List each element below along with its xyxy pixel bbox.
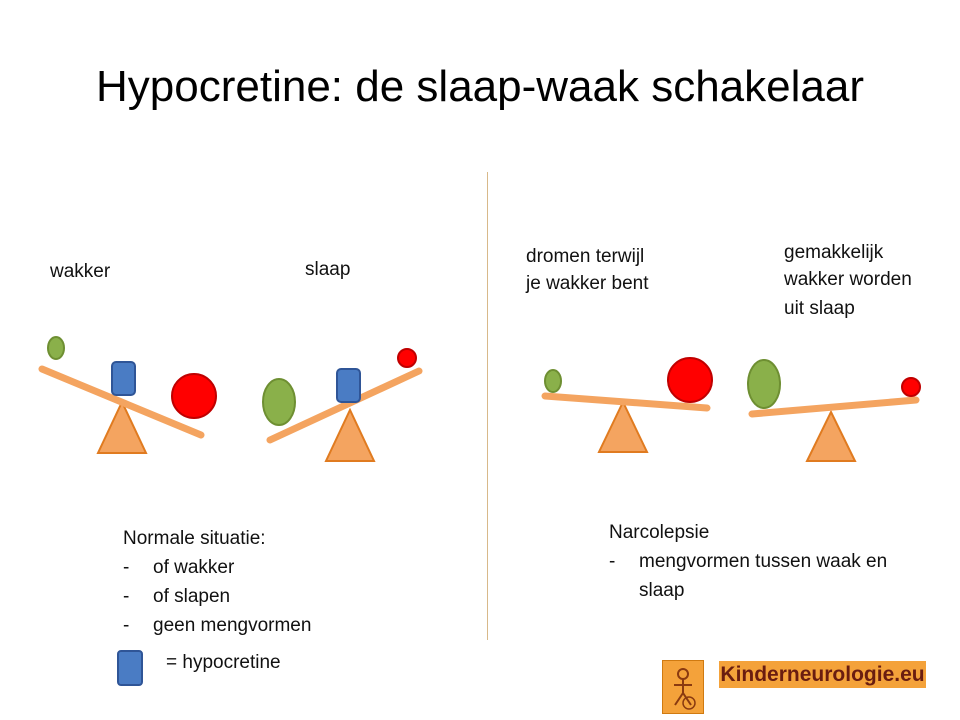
seesaw-dromen xyxy=(545,358,712,452)
sleep-ball-small xyxy=(398,349,416,367)
brand-label: Kinderneurologie.eu xyxy=(720,663,925,686)
normal-heading: Normale situatie: xyxy=(123,528,266,549)
seesaw-wakker xyxy=(42,337,216,453)
narcolepsy-block xyxy=(609,518,887,605)
page-title: Hypocretine: de slaap-waak schakelaar xyxy=(96,62,864,111)
bullet-dash: - xyxy=(123,615,130,636)
normal-item-slapen: of slapen xyxy=(153,586,231,607)
label-dromen-line1: dromen terwijl xyxy=(526,246,645,267)
bullet-dash: - xyxy=(123,557,130,578)
sleep-ball-large xyxy=(668,358,712,402)
bullet-dash: - xyxy=(123,586,130,607)
label-gemak-line1: gemakkelijk xyxy=(784,242,884,263)
narcolepsy-heading: Narcolepsie xyxy=(609,522,710,543)
label-gemak-line2: wakker worden xyxy=(784,269,912,290)
wake-ball-large xyxy=(748,360,780,408)
list-item-continuation xyxy=(609,576,887,605)
sleep-ball-small xyxy=(902,378,920,396)
kinderneurologie-logo-icon xyxy=(662,660,704,714)
narcolepsy-item-line1: mengvormen tussen waak en xyxy=(639,551,888,572)
seesaw-slaap xyxy=(263,349,419,461)
bullet-dash: - xyxy=(609,551,616,572)
label-wakker: wakker xyxy=(50,261,111,282)
fulcrum xyxy=(807,412,855,461)
normal-situation-block xyxy=(123,524,311,640)
list-item xyxy=(123,553,311,582)
narcolepsy-item-line2: slaap xyxy=(639,580,685,601)
fulcrum xyxy=(599,402,647,452)
wake-ball-small xyxy=(545,370,561,392)
label-dromen-line2: je wakker bent xyxy=(526,273,649,294)
hypocretin-legend-swatch xyxy=(117,650,143,686)
legend-text: = hypocretine xyxy=(166,652,281,673)
label-gemak-line3: uit slaap xyxy=(784,298,855,319)
hypocretin-block xyxy=(337,369,360,402)
hypocretin-block xyxy=(112,362,135,395)
beam xyxy=(752,400,916,414)
wake-ball-large xyxy=(263,379,295,425)
normal-item-mengvormen: geen mengvormen xyxy=(153,615,312,636)
wake-ball-small xyxy=(48,337,64,359)
list-item xyxy=(123,611,311,640)
seesaw-gemakkelijk xyxy=(748,360,920,461)
label-slaap: slaap xyxy=(305,259,351,280)
fulcrum xyxy=(326,410,374,461)
list-item xyxy=(123,582,311,611)
list-item xyxy=(609,547,887,576)
sleep-ball-large xyxy=(172,374,216,418)
normal-item-wakker: of wakker xyxy=(153,557,235,578)
